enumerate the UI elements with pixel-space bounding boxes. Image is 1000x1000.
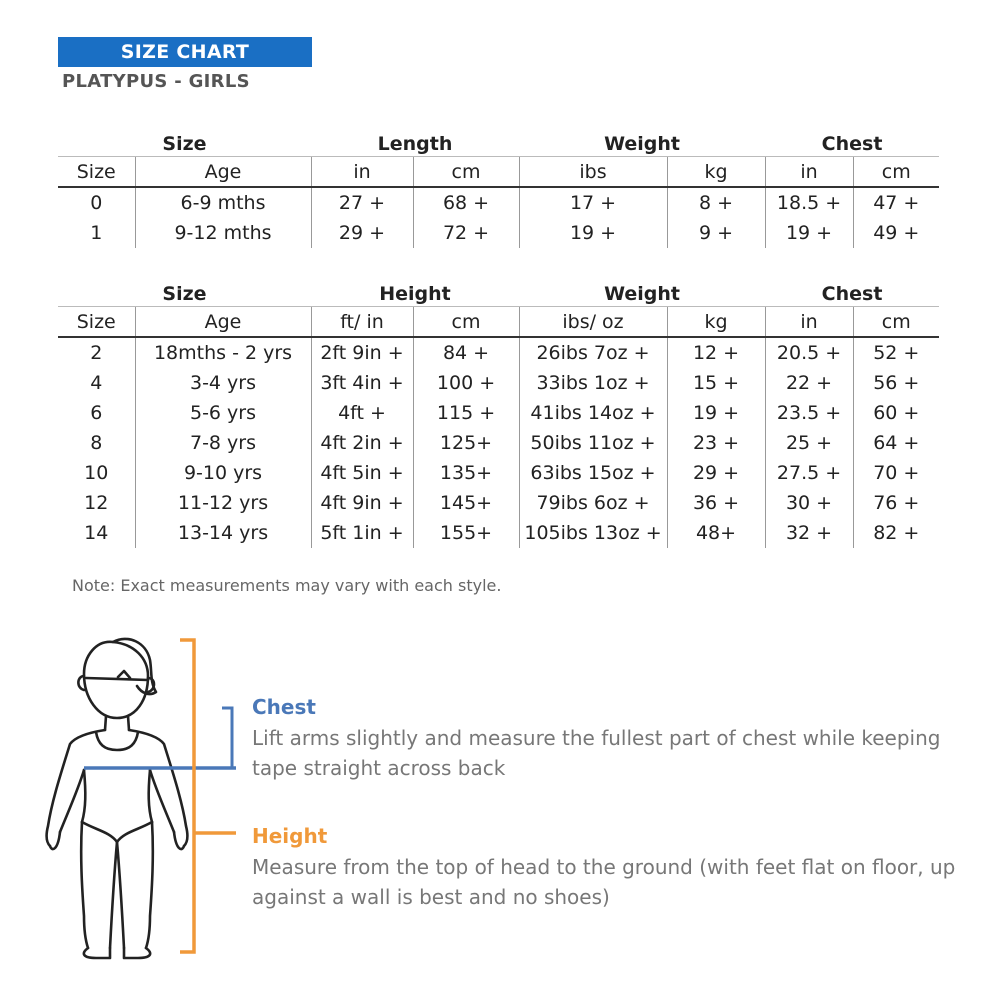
table-cell: 56 +: [853, 368, 939, 398]
group-header: Chest: [821, 283, 883, 305]
table-cell: 52 +: [853, 337, 939, 368]
group-header: Weight: [604, 133, 680, 155]
chest-guide-title: Chest: [252, 695, 316, 719]
table-cell: 19 +: [519, 218, 667, 248]
table-cell: 115 +: [413, 398, 519, 428]
table-cell: 19 +: [667, 398, 765, 428]
table-cell: 29 +: [667, 458, 765, 488]
table-cell: 29 +: [311, 218, 413, 248]
table-cell: 4ft 9in +: [311, 488, 413, 518]
measurement-note: Note: Exact measurements may vary with each style.: [72, 576, 502, 595]
table-cell: 84 +: [413, 337, 519, 368]
chest-guide-text: [252, 723, 941, 783]
table-cell: 1: [90, 222, 103, 244]
group-header: Weight: [604, 283, 680, 305]
table-row: [58, 187, 939, 218]
table-cell: 70 +: [853, 458, 939, 488]
table-cell: 72 +: [413, 218, 519, 248]
product-subtitle: PLATYPUS - GIRLS: [62, 71, 250, 92]
table-row: [58, 337, 939, 368]
table-cell: 68 +: [413, 187, 519, 218]
table-cell: 8 +: [667, 187, 765, 218]
table-cell: 82 +: [853, 518, 939, 548]
table-row: [58, 218, 939, 248]
table-cell: 7-8 yrs: [135, 428, 311, 458]
column-header: in: [311, 157, 413, 188]
height-guide-line: Measure from the top of head to the ground (with feet flat on floor, up: [252, 855, 956, 879]
table-cell: 0: [90, 192, 103, 214]
column-header: ft/ in: [311, 307, 413, 338]
table-row: [58, 368, 939, 398]
table-row: [58, 518, 939, 548]
table-cell: 32 +: [765, 518, 853, 548]
column-header: cm: [853, 307, 939, 338]
table-cell: 9-10 yrs: [135, 458, 311, 488]
column-header: Age: [135, 157, 311, 188]
column-header: ibs: [519, 157, 667, 188]
group-header: Height: [379, 283, 451, 305]
table-cell: 47 +: [853, 187, 939, 218]
table-cell: 64 +: [853, 428, 939, 458]
table-cell: 11-12 yrs: [135, 488, 311, 518]
table-cell: 105ibs 13oz +: [519, 518, 667, 548]
size-table-kids: [58, 277, 939, 548]
table-cell: 9 +: [667, 218, 765, 248]
table-group-header-row: [58, 277, 939, 307]
column-header: kg: [667, 157, 765, 188]
table-cell: 15 +: [667, 368, 765, 398]
table-cell: 145+: [413, 488, 519, 518]
table-cell: 25 +: [765, 428, 853, 458]
table-cell: 8: [90, 432, 103, 454]
table-cell: 4: [90, 372, 103, 394]
height-guide-line: against a wall is best and no shoes): [252, 885, 610, 909]
table-cell: 33ibs 1oz +: [519, 368, 667, 398]
table-cell: 23 +: [667, 428, 765, 458]
table-cell: 79ibs 6oz +: [519, 488, 667, 518]
table-row: [58, 488, 939, 518]
table-row: [58, 398, 939, 428]
table-cell: 27 +: [311, 187, 413, 218]
table-cell: 4ft +: [311, 398, 413, 428]
table-cell: 60 +: [853, 398, 939, 428]
table-cell: 2ft 9in +: [311, 337, 413, 368]
table-column-header-row: [58, 307, 939, 338]
column-header: Size: [58, 157, 135, 188]
table-cell: 12: [84, 492, 109, 514]
table-cell: 6-9 mths: [135, 187, 311, 218]
column-header: kg: [667, 307, 765, 338]
table-cell: 17 +: [519, 187, 667, 218]
table-cell: 30 +: [765, 488, 853, 518]
height-guide-text: [252, 852, 955, 912]
column-header: cm: [413, 307, 519, 338]
table-group-header-row: [58, 127, 939, 157]
table-cell: 4ft 2in +: [311, 428, 413, 458]
column-header: in: [765, 157, 853, 188]
table-cell: 135+: [413, 458, 519, 488]
table-column-header-row: [58, 157, 939, 188]
table-cell: 23.5 +: [765, 398, 853, 428]
table-cell: 19 +: [765, 218, 853, 248]
table-cell: 27.5 +: [765, 458, 853, 488]
height-guide-title: Height: [252, 824, 328, 848]
table-cell: 125+: [413, 428, 519, 458]
table-cell: 22 +: [765, 368, 853, 398]
column-header: Age: [135, 307, 311, 338]
group-header: Length: [377, 133, 453, 155]
table-cell: 41ibs 14oz +: [519, 398, 667, 428]
table-cell: 63ibs 15oz +: [519, 458, 667, 488]
column-header: Size: [58, 307, 135, 338]
table-cell: 100 +: [413, 368, 519, 398]
table-cell: 48+: [667, 518, 765, 548]
table-cell: 14: [84, 522, 109, 544]
column-header: ibs/ oz: [519, 307, 667, 338]
chest-guide-line: Lift arms slightly and measure the fullest part of chest while keeping: [252, 726, 941, 750]
group-header: Size: [162, 283, 207, 305]
table-row: [58, 428, 939, 458]
chest-guide-line: tape straight across back: [252, 756, 506, 780]
column-header: cm: [853, 157, 939, 188]
table-cell: 49 +: [853, 218, 939, 248]
size-table-infant: [58, 127, 939, 248]
table-cell: 18.5 +: [765, 187, 853, 218]
table-cell: 155+: [413, 518, 519, 548]
column-header: cm: [413, 157, 519, 188]
table-cell: 36 +: [667, 488, 765, 518]
table-cell: 13-14 yrs: [135, 518, 311, 548]
table-cell: 20.5 +: [765, 337, 853, 368]
table-cell: 3-4 yrs: [135, 368, 311, 398]
table-cell: 5ft 1in +: [311, 518, 413, 548]
table-cell: 12 +: [667, 337, 765, 368]
table-cell: 6: [90, 402, 103, 424]
table-cell: 3ft 4in +: [311, 368, 413, 398]
table-cell: 26ibs 7oz +: [519, 337, 667, 368]
table-cell: 10: [84, 462, 109, 484]
table-cell: 5-6 yrs: [135, 398, 311, 428]
table-cell: 18mths - 2 yrs: [135, 337, 311, 368]
table-cell: 76 +: [853, 488, 939, 518]
group-header: Chest: [821, 133, 883, 155]
table-cell: 9-12 mths: [135, 218, 311, 248]
table-cell: 50ibs 11oz +: [519, 428, 667, 458]
table-row: [58, 458, 939, 488]
table-cell: 2: [90, 342, 103, 364]
table-cell: 4ft 5in +: [311, 458, 413, 488]
group-header: Size: [162, 133, 207, 155]
child-silhouette-icon: [0, 620, 260, 970]
column-header: in: [765, 307, 853, 338]
size-chart-badge: SIZE CHART: [58, 37, 312, 67]
